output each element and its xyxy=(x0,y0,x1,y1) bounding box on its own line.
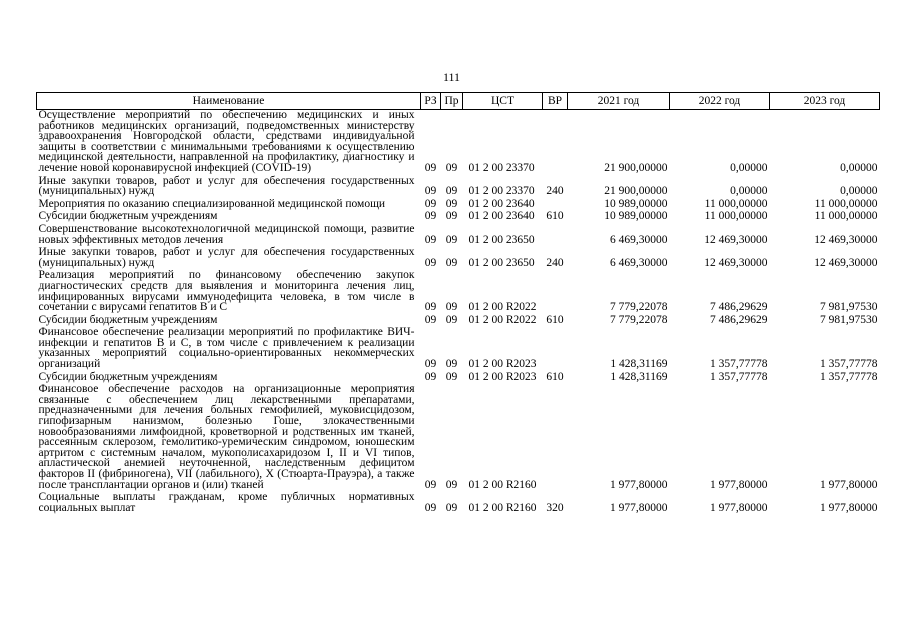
cell-2023: 11 000,00000 xyxy=(814,197,878,210)
cell-name: Мероприятия по оказанию специализированной медицинской помощи xyxy=(38,197,386,210)
cell-rz: 09 xyxy=(424,210,437,223)
cell-2023: 1 977,80000 xyxy=(820,501,878,514)
table-row xyxy=(37,222,880,245)
header-name: Наименование xyxy=(37,93,421,110)
cell-rz: 09 xyxy=(424,301,437,314)
cell-2023: 1 357,77778 xyxy=(820,358,878,371)
cell-2023: 1 357,77778 xyxy=(820,370,878,383)
cell-cst: 01 2 00 23650 xyxy=(468,256,535,269)
header-vr: ВР xyxy=(543,93,568,110)
cell-name: Субсидии бюджетным учреждениям xyxy=(38,370,218,383)
cell-cst: 01 2 00 23640 xyxy=(468,197,535,210)
cell-2023: 7 981,97530 xyxy=(820,313,878,326)
cell-rz: 09 xyxy=(424,185,437,198)
cell-name: Социальные выплаты гражданам, кроме публичных нормативных социальных выплат xyxy=(38,491,415,514)
budget-table xyxy=(36,92,880,513)
cell-rz: 09 xyxy=(424,233,437,246)
cell-rz: 09 xyxy=(424,313,437,326)
table-row xyxy=(37,245,880,268)
cell-pr: 09 xyxy=(445,370,458,383)
header-2021: 2021 год xyxy=(568,93,670,110)
cell-vr xyxy=(543,197,568,210)
cell-name: Реализация мероприятий по финансовому обеспечению закупок диагностических средств для выявления и мониторинга лечения лиц, инфицированных вирусами иммунодефицита человека, в том числе в сочетании с вирусами гепатитов В и С xyxy=(38,269,415,314)
table-row xyxy=(37,110,880,174)
cell-name: Совершенствование высокотехнологичной медицинской помощи, развитие новых эффективных методов лечения xyxy=(38,222,415,246)
cell-name: Иные закупки товаров, работ и услуг для обеспечения государственных (муниципальных) нужд xyxy=(38,174,415,198)
cell-pr: 09 xyxy=(445,301,458,314)
cell-pr: 09 xyxy=(445,185,458,198)
cell-vr: 240 xyxy=(546,256,564,269)
cell-2022: 1 977,80000 xyxy=(710,478,768,491)
page-number: 111 xyxy=(442,70,461,84)
cell-pr: 09 xyxy=(445,478,458,491)
cell-vr xyxy=(543,268,568,312)
cell-vr: 610 xyxy=(546,313,564,326)
cell-rz: 09 xyxy=(424,161,437,174)
cell-pr: 09 xyxy=(445,358,458,371)
cell-2021: 6 469,30000 xyxy=(610,256,668,269)
cell-pr: 09 xyxy=(445,233,458,246)
cell-cst: 01 2 00 R2022 xyxy=(468,301,537,314)
cell-rz: 09 xyxy=(424,370,437,383)
header-pr: Пр xyxy=(441,93,463,110)
cell-cst: 01 2 00 23650 xyxy=(468,233,535,246)
cell-name: Финансовое обеспечение расходов на организационные мероприятия связанные с обеспечением лиц лекарственными препаратами, предназначенными для лечения больных гемофилией, муковисцидозом, гипофизарным нанизмом, болезнью Гоше, злокачественными новообразованиями лимфоидной, кроветворной и родственных им тканей, рассеянным склерозом, гемолитико-уремическим синдромом, юношеским артритом с системным началом, мукополисахаридозом I, II и VI типов, апластической анемией неуточненной, наследственным дефицитом факторов II (фибриногена), VII (лабильного), X (Стюарта-Прауэра), а также после трансплантации органов и (или) тканей xyxy=(38,383,415,491)
cell-2022: 11 000,00000 xyxy=(704,210,768,223)
header-cst: ЦСТ xyxy=(463,93,543,110)
cell-cst: 01 2 00 R2023 xyxy=(468,370,537,383)
cell-cst: 01 2 00 R2160 xyxy=(468,478,537,491)
cell-pr: 09 xyxy=(445,256,458,269)
cell-2023: 12 469,30000 xyxy=(814,256,878,269)
table-row xyxy=(37,325,880,369)
cell-name: Субсидии бюджетным учреждениям xyxy=(38,210,218,223)
cell-cst: 01 2 00 R2160 xyxy=(468,501,537,514)
cell-name: Субсидии бюджетным учреждениям xyxy=(38,313,218,326)
cell-vr: 610 xyxy=(546,370,564,383)
table-row xyxy=(37,370,880,383)
cell-2022: 1 357,77778 xyxy=(710,370,768,383)
cell-2021: 7 779,22078 xyxy=(610,301,668,314)
cell-2023: 0,00000 xyxy=(840,185,878,198)
cell-vr xyxy=(543,110,568,174)
table-row xyxy=(37,174,880,197)
cell-2023: 11 000,00000 xyxy=(814,210,878,223)
cell-2023: 12 469,30000 xyxy=(814,233,878,246)
cell-vr xyxy=(543,222,568,245)
cell-cst: 01 2 00 23370 xyxy=(468,161,535,174)
cell-rz: 09 xyxy=(424,197,437,210)
cell-2021: 1 428,31169 xyxy=(610,370,668,383)
cell-pr: 09 xyxy=(445,197,458,210)
cell-2022: 7 486,29629 xyxy=(710,301,768,314)
cell-cst: 01 2 00 23640 xyxy=(468,210,535,223)
cell-vr: 610 xyxy=(546,210,564,223)
table-row xyxy=(37,197,880,210)
cell-2021: 10 989,00000 xyxy=(604,197,668,210)
cell-rz: 09 xyxy=(424,501,437,514)
table-header-row xyxy=(37,93,880,110)
cell-rz: 09 xyxy=(424,256,437,269)
cell-2021: 7 779,22078 xyxy=(610,313,668,326)
cell-2021: 1 977,80000 xyxy=(610,478,668,491)
cell-pr: 09 xyxy=(445,313,458,326)
table-row xyxy=(37,209,880,222)
cell-2022: 0,00000 xyxy=(730,161,768,174)
table-row xyxy=(37,382,880,490)
cell-pr: 09 xyxy=(445,210,458,223)
cell-2021: 21 900,00000 xyxy=(604,161,668,174)
cell-rz: 09 xyxy=(424,478,437,491)
cell-2023: 7 981,97530 xyxy=(820,301,878,314)
cell-cst: 01 2 00 R2023 xyxy=(468,358,537,371)
cell-2023: 1 977,80000 xyxy=(820,478,878,491)
cell-vr xyxy=(543,382,568,490)
cell-2021: 21 900,00000 xyxy=(604,185,668,198)
cell-rz: 09 xyxy=(424,358,437,371)
cell-2022: 12 469,30000 xyxy=(704,233,768,246)
header-2023: 2023 год xyxy=(770,93,880,110)
cell-cst: 01 2 00 23370 xyxy=(468,185,535,198)
cell-name: Финансовое обеспечение реализации мероприятий по профилактике ВИЧ-инфекции и гепатитов В и С, в том числе с привлечением к реализации указанных мероприятий социально-ориентированных некоммерческих организаций xyxy=(38,326,415,371)
cell-2022: 1 977,80000 xyxy=(710,501,768,514)
cell-vr xyxy=(543,325,568,369)
cell-name: Осуществление мероприятий по обеспечению медицинских и иных работников медицинских организаций, подведомственных министерству здравоохранения Новгородской области, средствами индивидуальной защиты в соответствии с минимальными требованиями к осуществлению медицинской деятельности, направленной на профилактику, диагностику и лечение новой коронавирусной инфекцией (COVID-19) xyxy=(38,109,415,174)
cell-2022: 0,00000 xyxy=(730,185,768,198)
cell-name: Иные закупки товаров, работ и услуг для обеспечения государственных (муниципальных) нужд xyxy=(38,246,415,269)
cell-pr: 09 xyxy=(445,161,458,174)
cell-2021: 1 428,31169 xyxy=(610,358,668,371)
cell-vr: 320 xyxy=(546,501,564,514)
cell-2022: 11 000,00000 xyxy=(704,197,768,210)
cell-pr: 09 xyxy=(445,501,458,514)
cell-2021: 1 977,80000 xyxy=(610,501,668,514)
cell-vr: 240 xyxy=(546,185,564,198)
table-row xyxy=(37,490,880,513)
cell-2021: 6 469,30000 xyxy=(610,233,668,246)
cell-2022: 7 486,29629 xyxy=(710,313,768,326)
cell-2023: 0,00000 xyxy=(840,161,878,174)
cell-cst: 01 2 00 R2022 xyxy=(468,313,537,326)
table-row xyxy=(37,268,880,312)
cell-2021: 10 989,00000 xyxy=(604,210,668,223)
cell-2022: 1 357,77778 xyxy=(710,358,768,371)
cell-2022: 12 469,30000 xyxy=(704,256,768,269)
header-rz: РЗ xyxy=(421,93,441,110)
header-2022: 2022 год xyxy=(670,93,770,110)
table-row xyxy=(37,313,880,326)
